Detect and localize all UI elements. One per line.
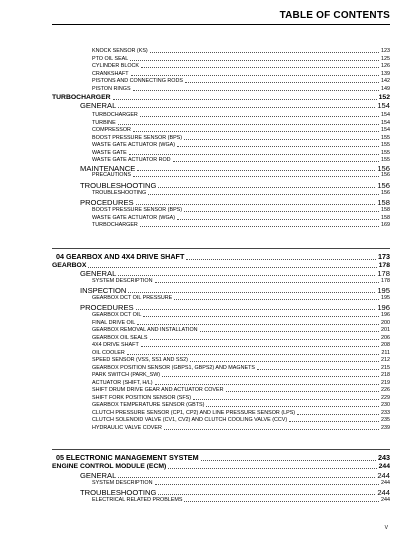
toc-entry-page: 149 xyxy=(381,85,390,92)
toc-entry[interactable] xyxy=(52,372,390,379)
dot-leader xyxy=(113,99,377,100)
dot-leader xyxy=(184,139,379,140)
toc-entry-page: 178 xyxy=(381,278,390,284)
dot-leader xyxy=(190,361,379,362)
toc-entry-page: 158 xyxy=(381,214,390,221)
toc-entry-title: CLUTCH PRESSURE SENSOR (CP1, CP2) AND LINE PRESSURE SENSOR (LPS) xyxy=(92,409,296,416)
toc-entry-title: SYSTEM DESCRIPTION xyxy=(92,480,153,486)
toc-entry-page: 215 xyxy=(381,364,390,371)
toc-entry-page: 123 xyxy=(381,48,390,54)
toc-entry[interactable] xyxy=(52,56,390,63)
toc-entry-page: 154 xyxy=(381,119,390,126)
dot-leader xyxy=(193,399,379,400)
toc-entry-page: 244 xyxy=(377,471,390,480)
toc-subsection[interactable] xyxy=(52,303,390,312)
toc-entry[interactable] xyxy=(52,222,390,229)
dot-leader xyxy=(118,275,375,276)
dot-leader xyxy=(155,484,379,485)
dot-leader xyxy=(137,324,379,325)
toc-entry-title: TROUBLESHOOTING xyxy=(80,488,157,497)
toc-entry[interactable] xyxy=(52,71,390,78)
toc-entry-page: 201 xyxy=(381,327,390,333)
toc-entry-title: PROCEDURES xyxy=(80,303,134,312)
toc-entry-page: 206 xyxy=(381,334,390,341)
dot-leader xyxy=(155,282,379,283)
toc-entry-title: ACTUATOR (SHIFT, H/L) xyxy=(92,379,153,386)
dot-leader xyxy=(127,354,380,355)
toc-entry-title: GENERAL xyxy=(80,101,117,110)
toc-entry[interactable] xyxy=(52,380,390,387)
toc-entry-page: 139 xyxy=(381,70,390,77)
toc-entry[interactable] xyxy=(52,327,390,334)
toc-entry-title: BOOST PRESSURE SENSOR (BPS) xyxy=(92,134,183,141)
page-number: V xyxy=(384,525,388,531)
dot-leader xyxy=(289,421,379,422)
toc-entry-page: 154 xyxy=(377,101,390,110)
toc-entry-page: 154 xyxy=(381,127,390,133)
toc-entry-title: KNOCK SENSOR (KS) xyxy=(92,48,148,54)
toc-entry-page: 142 xyxy=(381,78,390,84)
toc-section[interactable] xyxy=(52,462,390,471)
toc-entry-page: 154 xyxy=(381,112,390,118)
toc-entry[interactable] xyxy=(52,142,390,149)
dot-leader xyxy=(141,346,379,347)
toc-entry-page: 244 xyxy=(378,463,390,470)
toc-entry-title: ELECTRICAL RELATED PROBLEMS xyxy=(92,497,183,503)
toc-entry-page: 156 xyxy=(377,181,390,190)
toc-entry-title: TURBOCHARGER xyxy=(52,94,111,101)
toc-entry[interactable] xyxy=(52,365,390,372)
toc-entry-page: 126 xyxy=(381,63,390,69)
toc-entry-page: 178 xyxy=(377,269,390,278)
toc-subsection[interactable] xyxy=(52,198,390,207)
toc-entry-title: ENGINE CONTROL MODULE (ECM) xyxy=(52,463,167,470)
toc-entry-title: WASTE GATE ACTUATOR (WGA) xyxy=(92,214,176,221)
dot-leader xyxy=(143,316,379,317)
toc-entry-title: SPEED SENSOR (VSS, SS1 AND SS2) xyxy=(92,357,188,363)
dot-leader xyxy=(136,204,376,205)
toc-entry[interactable] xyxy=(52,190,390,197)
toc-entry-page: 195 xyxy=(377,286,390,295)
toc-subsection[interactable] xyxy=(52,286,390,295)
toc-entry[interactable] xyxy=(52,402,390,409)
dot-leader xyxy=(162,376,379,377)
toc-entry[interactable] xyxy=(52,172,390,179)
toc-entry-title: WASTE GATE ACTUATOR ROD xyxy=(92,157,171,163)
dot-leader xyxy=(140,116,379,117)
dot-leader xyxy=(206,406,379,407)
dot-leader xyxy=(184,501,379,502)
toc-entry-title: WASTE GATE ACTUATOR (WGA) xyxy=(92,142,176,148)
toc-entry-title: GEARBOX OIL SEALS xyxy=(92,334,148,341)
toc-entry-page: 244 xyxy=(381,497,390,503)
toc-entry-page: 233 xyxy=(381,409,390,416)
toc-entry-title: GENERAL xyxy=(80,471,117,480)
toc-entry-page: 226 xyxy=(381,387,390,393)
dot-leader xyxy=(186,259,376,260)
dot-leader xyxy=(173,161,379,162)
toc-entry-title: 05 ELECTRONIC MANAGEMENT SYSTEM xyxy=(56,453,199,462)
toc-entry-page: 243 xyxy=(378,453,390,462)
toc-entry[interactable] xyxy=(52,48,390,55)
toc-subsection[interactable] xyxy=(52,269,390,278)
toc-entry[interactable] xyxy=(52,417,390,424)
toc-entry-page: 244 xyxy=(377,488,390,497)
toc-entry-title: 04 GEARBOX AND 4X4 DRIVE SHAFT xyxy=(56,252,185,261)
toc-entry-title: CLUTCH SOLENOID VALVE (CV1, CV2) AND CLUTCH COOLING VALVE (CCV) xyxy=(92,417,288,423)
dot-leader xyxy=(174,299,379,300)
toc-entry-page: 195 xyxy=(381,295,390,301)
toc-entry-title: GEARBOX xyxy=(52,262,87,269)
chapter-rule xyxy=(52,248,390,249)
toc-entry-page: 178 xyxy=(378,262,390,269)
toc-subsection[interactable] xyxy=(52,181,390,190)
toc-entry-title: BOOST PRESSURE SENSOR (BPS) xyxy=(92,207,183,213)
toc-entry-title: SHIFT FORK POSITION SENSOR (SFS) xyxy=(92,394,192,401)
toc-entry[interactable] xyxy=(52,497,390,504)
toc-entry-page: 158 xyxy=(377,198,390,207)
dot-leader xyxy=(136,309,376,310)
toc-entry[interactable] xyxy=(52,157,390,164)
toc-entry-page: 155 xyxy=(381,134,390,141)
toc-entry-title: PARK SWITCH (PARK_SW) xyxy=(92,372,161,378)
toc-entry-title: MAINTENANCE xyxy=(80,164,136,173)
toc-entry-page: 196 xyxy=(377,303,390,312)
dot-leader xyxy=(177,146,379,147)
toc-entry-title: PTO OIL SEAL xyxy=(92,55,129,62)
toc-subsection[interactable] xyxy=(52,488,390,497)
toc-entry-title: PROCEDURES xyxy=(80,198,134,207)
toc-entry-page: 208 xyxy=(381,342,390,348)
toc-entry-page: 169 xyxy=(381,222,390,228)
toc-entry[interactable] xyxy=(52,335,390,342)
toc-entry-title: PISTONS AND CONNECTING RODS xyxy=(92,78,183,84)
dot-leader xyxy=(226,391,380,392)
toc-entry-page: 218 xyxy=(381,372,390,378)
toc-entry-title: 4X4 DRIVE SHAFT xyxy=(92,342,139,348)
toc-entry-page: 155 xyxy=(381,142,390,148)
toc-entry[interactable] xyxy=(52,425,390,432)
dot-leader xyxy=(133,176,379,177)
toc-entry[interactable] xyxy=(52,387,390,394)
toc-entry-page: 244 xyxy=(381,480,390,486)
toc-entry-title: TURBOCHARGER xyxy=(92,222,138,228)
toc-entry-title: SYSTEM DESCRIPTION xyxy=(92,278,153,284)
toc-entry-page: 219 xyxy=(381,379,390,386)
toc-entry[interactable] xyxy=(52,127,390,134)
dot-leader xyxy=(168,468,376,469)
toc-entry[interactable] xyxy=(52,215,390,222)
toc-entry-page: 200 xyxy=(381,319,390,326)
toc-entry-title: WASTE GATE xyxy=(92,149,127,156)
dot-leader xyxy=(200,331,379,332)
toc-entry-page: 239 xyxy=(381,424,390,431)
toc-entry-title: PRECAUTIONS xyxy=(92,172,131,178)
toc-entry[interactable] xyxy=(52,120,390,127)
toc-entry-page: 155 xyxy=(381,149,390,156)
toc-entry[interactable] xyxy=(52,342,390,349)
dot-leader xyxy=(133,90,379,91)
dot-leader xyxy=(158,187,375,188)
dot-leader xyxy=(131,75,379,76)
toc-entry[interactable] xyxy=(52,395,390,402)
toc-entry-page: 158 xyxy=(381,207,390,213)
toc-entry-page: 211 xyxy=(381,349,390,356)
toc-entry-title: OIL COOLER xyxy=(92,349,125,356)
toc-entry-page: 156 xyxy=(381,172,390,178)
dot-leader xyxy=(185,82,379,83)
toc-entry-page: 235 xyxy=(381,417,390,423)
toc-entry-title: GEARBOX POSITION SENSOR (GBPS1, GBPS2) AND MAGNETS xyxy=(92,364,255,371)
dot-leader xyxy=(150,52,379,53)
dot-leader xyxy=(164,429,379,430)
toc-entry[interactable] xyxy=(52,112,390,119)
dot-leader xyxy=(257,369,379,370)
chapter-rule xyxy=(52,449,390,450)
toc-entry-title: PISTON RINGS xyxy=(92,85,131,92)
toc-entry-page: 156 xyxy=(381,190,390,196)
toc-entry-title: HYDRAULIC VALVE COVER xyxy=(92,424,162,431)
toc-entry[interactable] xyxy=(52,480,390,487)
dot-leader xyxy=(118,124,379,125)
dot-leader xyxy=(201,460,376,461)
toc-entry-title: GEARBOX TEMPERATURE SENSOR (GBTS) xyxy=(92,402,205,408)
toc-entry[interactable] xyxy=(52,135,390,142)
dot-leader xyxy=(150,339,379,340)
dot-leader xyxy=(155,384,379,385)
toc-entry-title: TURBINE xyxy=(92,119,116,126)
toc-entry[interactable] xyxy=(52,320,390,327)
toc-entry[interactable] xyxy=(52,86,390,93)
dot-leader xyxy=(128,292,375,293)
toc-entry[interactable] xyxy=(52,312,390,319)
dot-leader xyxy=(141,67,379,68)
toc-entry[interactable] xyxy=(52,295,390,302)
dot-leader xyxy=(137,170,375,171)
toc-entry[interactable] xyxy=(52,150,390,157)
toc-subsection[interactable] xyxy=(52,471,390,480)
toc-entry-title: GEARBOX DCT OIL PRESSURE xyxy=(92,295,173,301)
dot-leader xyxy=(297,414,379,415)
toc-entry-title: TURBOCHARGER xyxy=(92,112,138,118)
toc-entry-title: TROUBLESHOOTING xyxy=(80,181,157,190)
toc-entry-page: 230 xyxy=(381,402,390,408)
toc-entry[interactable] xyxy=(52,278,390,285)
toc-entry-title: CYLINDER BLOCK xyxy=(92,63,140,69)
dot-leader xyxy=(148,194,379,195)
toc-entry-page: 155 xyxy=(381,157,390,163)
toc-entry[interactable] xyxy=(52,350,390,357)
toc-entry-title: SHIFT DRUM DRIVE GEAR AND ACTUATOR COVER xyxy=(92,387,224,393)
dot-leader xyxy=(88,267,376,268)
toc-entry-title: FINAL DRIVE OIL xyxy=(92,319,136,326)
toc-entry[interactable] xyxy=(52,63,390,70)
toc-entry-title: GENERAL xyxy=(80,269,117,278)
dot-leader xyxy=(177,219,379,220)
toc-entry[interactable] xyxy=(52,207,390,214)
toc-entry-page: 229 xyxy=(381,394,390,401)
toc-entry-page: 125 xyxy=(381,55,390,62)
dot-leader xyxy=(130,60,379,61)
toc-entry-page: 173 xyxy=(378,252,390,261)
toc-entry-title: GEARBOX DCT OIL xyxy=(92,312,142,318)
page-header-title: TABLE OF CONTENTS xyxy=(279,10,390,21)
dot-leader xyxy=(118,477,375,478)
toc-entry-title: CRANKSHAFT xyxy=(92,70,129,77)
toc-entry-page: 152 xyxy=(378,94,390,101)
dot-leader xyxy=(140,226,379,227)
toc-entry-title: INSPECTION xyxy=(80,286,127,295)
header-rule xyxy=(52,24,390,25)
toc-entry[interactable] xyxy=(52,357,390,364)
toc-entry-title: TROUBLESHOOTING xyxy=(92,190,147,196)
dot-leader xyxy=(133,131,379,132)
toc-subsection[interactable] xyxy=(52,101,390,110)
dot-leader xyxy=(184,211,379,212)
toc-entry[interactable] xyxy=(52,410,390,417)
toc-entry-title: GEARBOX REMOVAL AND INSTALLATION xyxy=(92,327,198,333)
toc-entry-title: COMPRESSOR xyxy=(92,127,131,133)
toc-entry[interactable] xyxy=(52,78,390,85)
dot-leader xyxy=(129,154,379,155)
dot-leader xyxy=(118,107,375,108)
toc-entry-page: 212 xyxy=(381,357,390,363)
dot-leader xyxy=(158,494,375,495)
toc-entry-page: 196 xyxy=(381,312,390,318)
toc-entry-page: 156 xyxy=(377,164,390,173)
